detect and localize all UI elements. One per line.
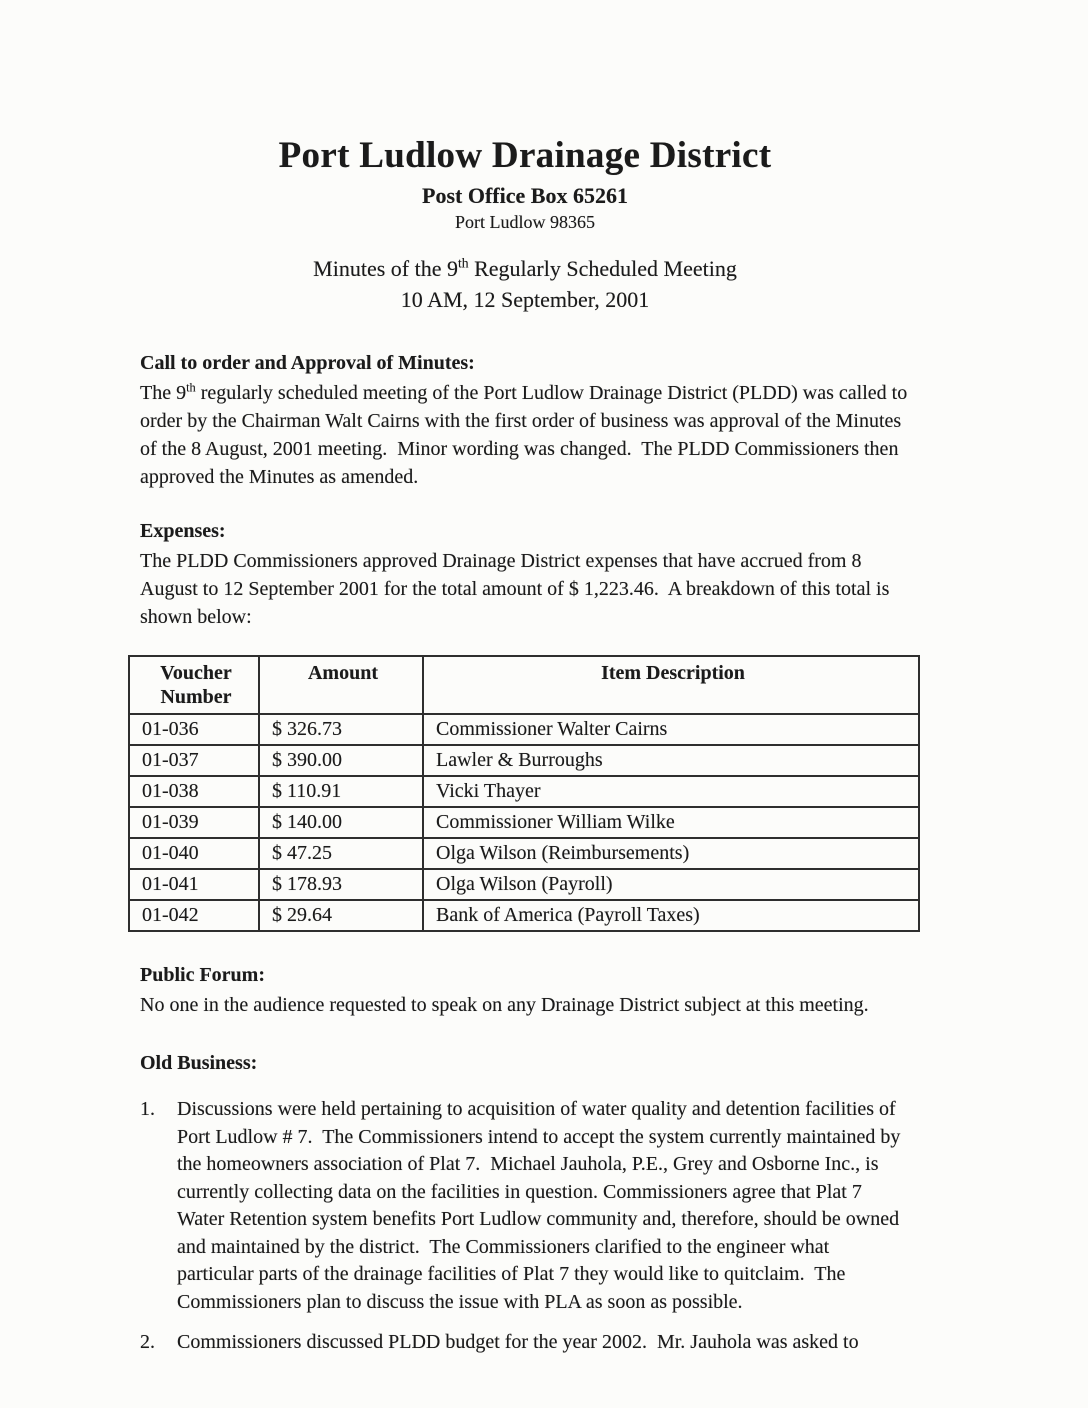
expense-table-body bbox=[129, 714, 919, 931]
ordinal-superscript: th bbox=[458, 255, 469, 271]
expense-table-row bbox=[129, 838, 919, 869]
expense-table-cell: 01-041 bbox=[129, 869, 259, 900]
city-zip-line: Port Ludlow 98365 bbox=[454, 212, 595, 232]
po-box-line: Post Office Box 65261 bbox=[422, 183, 628, 208]
ordinal-superscript: th bbox=[186, 380, 196, 395]
expense-table-cell: 01-038 bbox=[129, 776, 259, 807]
list-item-1 bbox=[140, 1096, 910, 1316]
expense-table-cell: $ 140.00 bbox=[259, 807, 423, 838]
list-item-2 bbox=[140, 1329, 910, 1357]
list-item-number: 1. bbox=[140, 1098, 155, 1120]
meeting-subtitle bbox=[140, 253, 910, 315]
page-title: Port Ludlow Drainage District bbox=[278, 135, 772, 176]
expense-table-cell: Vicki Thayer bbox=[423, 776, 919, 807]
section-heading-public-forum: Public Forum: bbox=[140, 964, 265, 986]
expense-table-row bbox=[129, 776, 919, 807]
section-heading-old-business: Old Business: bbox=[140, 1052, 258, 1074]
meeting-subtitle-line1 bbox=[140, 253, 910, 284]
call-to-order-text-cont: regularly scheduled meeting of the Port Ludlow Drainage District (PLDD) was called to order by the Chairman Walt Cairns with the first order of business was approval of the Minutes of the 8 August, 2001 meeting. Minor wording was changed. The PLDD Commissioners then approved the Minutes as amended. bbox=[140, 382, 913, 488]
meeting-subtitle-text-cont: Regularly Scheduled Meeting bbox=[468, 256, 737, 281]
expense-table-row bbox=[129, 900, 919, 931]
expense-table-cell: $ 326.73 bbox=[259, 714, 423, 745]
call-to-order-text: The 9 bbox=[140, 382, 187, 404]
expense-table-cell: 01-037 bbox=[129, 745, 259, 776]
scan-noise-specks bbox=[0, 0, 1, 1]
expense-table-cell: Bank of America (Payroll Taxes) bbox=[423, 900, 919, 931]
expense-table-row bbox=[129, 745, 919, 776]
expense-table-cell: $ 178.93 bbox=[259, 869, 423, 900]
expense-table-cell: $ 390.00 bbox=[259, 745, 423, 776]
expense-table-cell: Commissioner William Wilke bbox=[423, 807, 919, 838]
expense-table-cell: Lawler & Burroughs bbox=[423, 745, 919, 776]
list-item-number: 2. bbox=[140, 1331, 155, 1353]
column-header-amount: Amount bbox=[259, 656, 423, 714]
expense-table-cell: 01-039 bbox=[129, 807, 259, 838]
expense-table-row bbox=[129, 869, 919, 900]
expense-table bbox=[128, 655, 920, 932]
meeting-subtitle-text: Minutes of the 9 bbox=[313, 256, 458, 281]
expense-table-cell: $ 47.25 bbox=[259, 838, 423, 869]
expense-table-header bbox=[129, 656, 919, 714]
expense-table-cell: Olga Wilson (Reimbursements) bbox=[423, 838, 919, 869]
column-header-item-description: Item Description bbox=[423, 656, 919, 714]
expense-table-cell: Commissioner Walter Cairns bbox=[423, 714, 919, 745]
public-forum-paragraph: No one in the audience requested to speak on any Drainage District subject at this meeting. bbox=[140, 994, 869, 1016]
expense-table-cell: Olga Wilson (Payroll) bbox=[423, 869, 919, 900]
column-header-voucher-number: Voucher Number bbox=[129, 656, 259, 714]
expense-table-cell: $ 110.91 bbox=[259, 776, 423, 807]
list-item-text: Discussions were held pertaining to acquisition of water quality and detention facilities of Port Ludlow # 7. The Commissioners intend to accept the system currently maintained by the homeowners association of Plat 7. Michael Jauhola, P.E., Grey and Osborne Inc., is currently collecting data on the facilities in question. Commissioners agree that Plat 7 Water Retention system benefits Port Ludlow community and, therefore, should be owned and maintained by the district. The Commissioners clarified to the engineer what particular parts of the drainage facilities of Plat 7 they would like to quitclaim. The Commissioners plan to discuss the issue with PLA as soon as possible. bbox=[177, 1098, 906, 1313]
expense-table-header-row bbox=[129, 656, 919, 714]
expense-table-row bbox=[129, 807, 919, 838]
expense-table-cell: 01-036 bbox=[129, 714, 259, 745]
expense-table-cell: $ 29.64 bbox=[259, 900, 423, 931]
list-item-text: Commissioners discussed PLDD budget for the year 2002. Mr. Jauhola was asked to bbox=[177, 1331, 859, 1353]
expense-table-cell: 01-040 bbox=[129, 838, 259, 869]
expenses-paragraph: The PLDD Commissioners approved Drainage District expenses that have accrued from 8 August to 12 September 2001 for the total amount of $ 1,223.46. A breakdown of this total is shown below: bbox=[140, 550, 895, 628]
section-heading-expenses: Expenses: bbox=[140, 520, 226, 542]
meeting-datetime-line: 10 AM, 12 September, 2001 bbox=[400, 287, 650, 312]
expense-table-cell: 01-042 bbox=[129, 900, 259, 931]
expense-table-row bbox=[129, 714, 919, 745]
section-heading-call-to-order: Call to order and Approval of Minutes: bbox=[140, 352, 475, 374]
call-to-order-paragraph bbox=[140, 379, 913, 491]
